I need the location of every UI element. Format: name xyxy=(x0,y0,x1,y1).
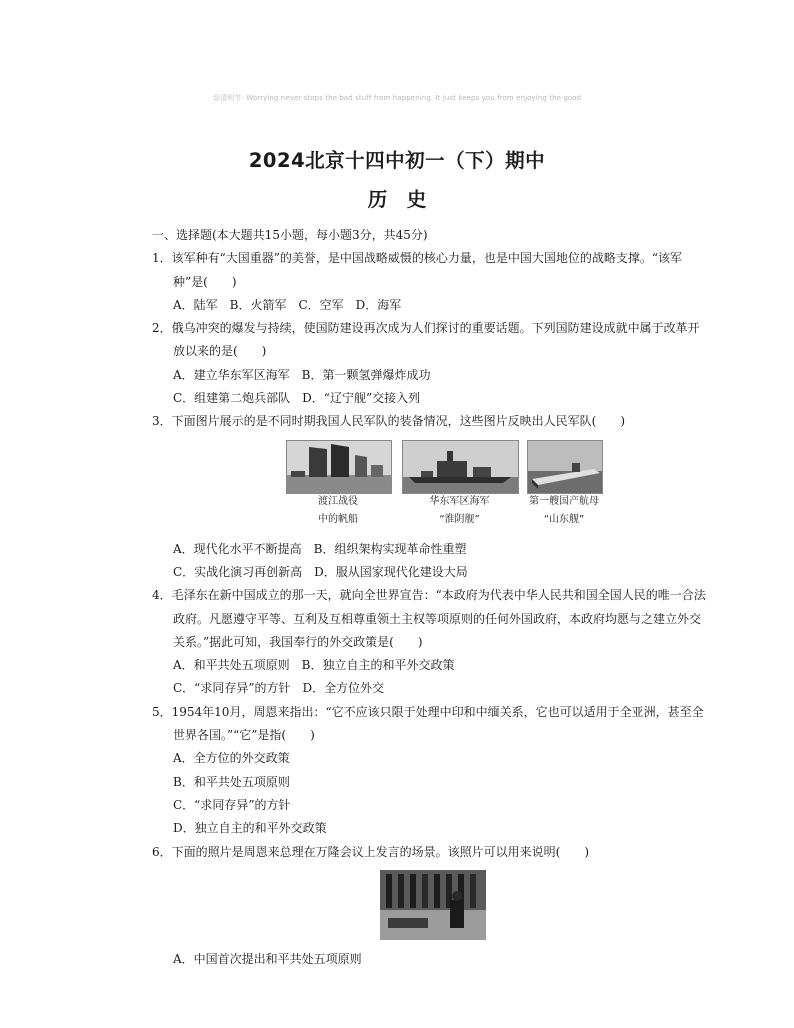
question-2-line-2: 放以来的是( ) xyxy=(173,344,267,359)
aircraft-carrier-photo xyxy=(527,440,603,494)
question-6-line-1: 6．下面的照片是周恩来总理在万隆会议上发言的场景。该照片可以用来说明( ) xyxy=(152,844,590,859)
watermark: ☺清明节: Worrying never stops the bad stuff from happening. It just keeps you from enjoying the good xyxy=(212,94,582,102)
question-5-option-c: C．“求同存异”的方针 xyxy=(173,797,291,812)
question-4-line-2: 政府。凡愿遵守平等、互利及互相尊重领土主权等项原则的任何外国政府，本政府均愿与之建立外交 xyxy=(173,611,702,626)
question-1-line-2: 种”是( ) xyxy=(173,274,237,289)
question-3-options-ab: A．现代化水平不断提高 B．组织架构实现革命性重塑 xyxy=(173,541,467,556)
caption-sailboat-line-2: 中的帆船 xyxy=(318,513,358,525)
subject-title: 历 史 xyxy=(367,188,427,211)
caption-sailboat-line-1: 渡江战役 xyxy=(318,495,358,507)
question-4-options-ab: A．和平共处五项原则 B．独立自主的和平外交政策 xyxy=(173,658,455,673)
question-1-line-1: 1．该军种有“大国重器”的美誉，是中国战略威慑的核心力量，也是中国大国地位的战略支撑。“该军 xyxy=(152,251,683,266)
caption-destroyer-line-2: “淮阴舰” xyxy=(439,513,480,525)
question-5-line-1: 5．1954年10月，周恩来指出：“它不应该只限于处理中印和中缅关系，它也可以适用于全亚洲，甚至全 xyxy=(152,704,704,719)
question-5-option-b: B．和平共处五项原则 xyxy=(173,774,290,789)
question-1-options: A．陆军 B．火箭军 C．空军 D．海军 xyxy=(173,297,402,312)
question-3-figures xyxy=(152,440,718,534)
question-3-line-1: 3．下面图片展示的是不同时期我国人民军队的装备情况，这些图片反映出人民军队( ) xyxy=(152,414,626,429)
question-3-options-cd: C．实战化演习再创新高 D．服从国家现代化建设大局 xyxy=(173,564,468,579)
question-6-figure xyxy=(152,868,718,942)
sailboat-photo xyxy=(286,440,392,494)
question-5-line-2: 世界各国。”“它”是指( ) xyxy=(173,728,315,743)
caption-carrier xyxy=(519,493,609,529)
page-title: 2024北京十四中初一（下）期中 xyxy=(248,149,546,172)
question-5-option-a: A．全方位的外交政策 xyxy=(173,751,290,766)
caption-destroyer-line-1: 华东军区海军 xyxy=(429,495,490,507)
exam-content xyxy=(152,224,718,971)
caption-carrier-line-2: “山东舰” xyxy=(543,513,585,525)
question-4-line-3: 关系。”据此可知，我国奉行的外交政策是( ) xyxy=(173,634,423,649)
question-6-option-a: A．中国首次提出和平共处五项原则 xyxy=(173,951,362,966)
bandung-conference-photo xyxy=(380,870,486,940)
question-2-line-1: 2．俄乌冲突的爆发与持续，使国防建设再次成为人们探讨的重要话题。下列国防建设成就中属于改革开 xyxy=(152,321,700,336)
question-2-options-cd: C．组建第二炮兵部队 D．“辽宁舰”交接入列 xyxy=(173,391,421,406)
caption-sailboat xyxy=(286,493,390,529)
section-heading: 一、选择题(本大题共15小题，每小题3分，共45分) xyxy=(152,228,428,242)
question-2-options-ab: A．建立华东军区海军 B．第一颗氢弹爆炸成功 xyxy=(173,367,431,382)
question-4-line-1: 4．毛泽东在新中国成立的那一天，就向全世界宣告：“本政府为代表中华人民共和国全国人民的唯一合法 xyxy=(152,588,706,603)
question-4-options-cd: C．“求同存异”的方针 D．全方位外交 xyxy=(173,681,385,696)
destroyer-photo xyxy=(402,440,519,494)
caption-destroyer xyxy=(402,493,517,529)
caption-carrier-line-1: 第一艘国产航母 xyxy=(529,495,599,507)
question-5-option-d: D．独立自主的和平外交政策 xyxy=(173,821,327,836)
